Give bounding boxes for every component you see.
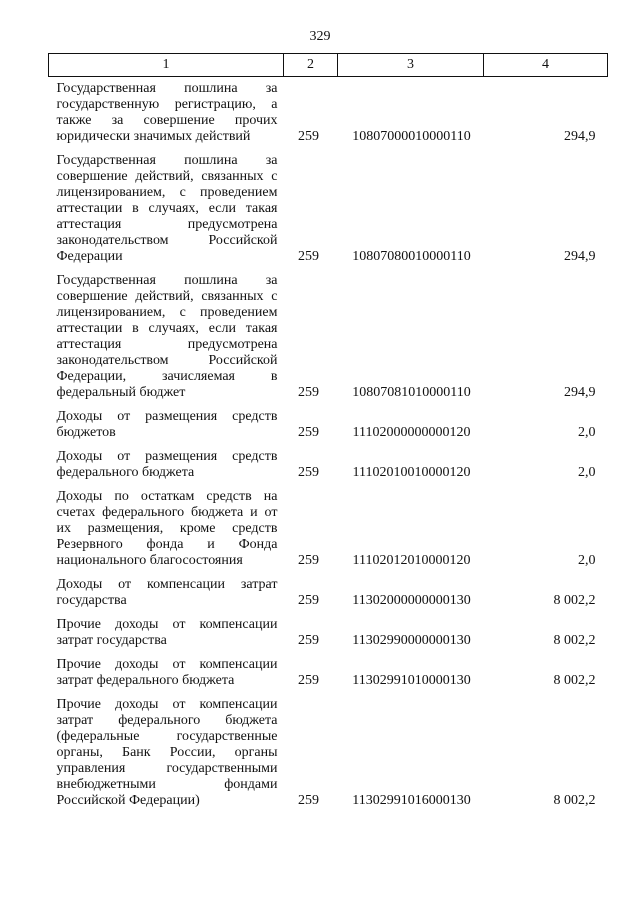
row-classification-code: 11102010010000120 (352, 465, 471, 480)
header-row (49, 54, 608, 77)
table-row (49, 401, 608, 441)
row-classification-code: 11302990000000130 (352, 633, 471, 648)
row-admin-code: 259 (298, 553, 319, 568)
table-row (49, 265, 608, 401)
row-amount: 2,0 (578, 553, 596, 568)
table-row (49, 77, 608, 146)
table-row (49, 569, 608, 609)
row-amount: 2,0 (578, 425, 596, 440)
column-header-4: 4 (484, 54, 608, 77)
table-row (49, 441, 608, 481)
row-classification-code: 11102012010000120 (352, 553, 471, 568)
row-admin-code: 259 (298, 593, 319, 608)
row-amount: 8 002,2 (553, 633, 596, 648)
row-amount: 294,9 (564, 385, 596, 400)
row-amount: 294,9 (564, 249, 596, 264)
row-admin-code: 259 (298, 249, 319, 264)
row-name: Прочие доходы от компенсации затрат государства (56, 617, 278, 648)
row-name: Доходы по остаткам средств на счетах федерального бюджета и от их размещения, кроме средств Резервного фонда и Фонда национального благосостояния (56, 489, 278, 568)
table-header (49, 54, 608, 77)
row-name: Государственная пошлина за государственную регистрацию, а также за совершение прочих юридически значимых действий (56, 81, 278, 144)
row-classification-code: 11302991010000130 (352, 673, 471, 688)
table-row (49, 649, 608, 689)
row-admin-code: 259 (298, 465, 319, 480)
column-header-2: 2 (284, 54, 338, 77)
row-name: Государственная пошлина за совершение действий, связанных с лицензированием, с проведением аттестации в случаях, если такая аттестация предусмотрена законодательством Российской Федерации (56, 153, 278, 264)
table-body (49, 77, 608, 810)
table-row (49, 481, 608, 569)
row-admin-code: 259 (298, 633, 319, 648)
column-header-3: 3 (338, 54, 484, 77)
revenue-table (48, 53, 608, 809)
row-admin-code: 259 (298, 425, 319, 440)
row-amount: 2,0 (578, 465, 596, 480)
row-name: Доходы от размещения средств федерального бюджета (56, 449, 278, 480)
row-name: Прочие доходы от компенсации затрат федерального бюджета (федеральные государственные органы, Банк России, органы управления государственными внебюджетными фондами Российской Федерации) (56, 697, 278, 808)
table-row (49, 145, 608, 265)
page-number: 329 (309, 29, 331, 44)
row-name: Доходы от размещения средств бюджетов (56, 409, 278, 440)
row-admin-code: 259 (298, 129, 319, 144)
row-admin-code: 259 (298, 385, 319, 400)
column-header-1: 1 (49, 54, 284, 77)
table-row (49, 689, 608, 809)
row-name: Государственная пошлина за совершение действий, связанных с лицензированием, с проведением аттестации в случаях, если такая аттестация предусмотрена законодательством Российской Федерации, зачисляемая в федеральный бюджет (56, 273, 278, 400)
row-amount: 294,9 (564, 129, 596, 144)
row-classification-code: 11302000000000130 (352, 593, 471, 608)
row-classification-code: 11102000000000120 (352, 425, 471, 440)
row-admin-code: 259 (298, 793, 319, 808)
row-classification-code: 11302991016000130 (352, 793, 471, 808)
row-name: Прочие доходы от компенсации затрат федерального бюджета (56, 657, 278, 688)
row-amount: 8 002,2 (553, 673, 596, 688)
row-classification-code: 10807081010000110 (352, 385, 471, 400)
row-classification-code: 10807080010000110 (352, 249, 471, 264)
row-classification-code: 10807000010000110 (352, 129, 471, 144)
row-amount: 8 002,2 (553, 793, 596, 808)
row-name: Доходы от компенсации затрат государства (56, 577, 278, 608)
row-amount: 8 002,2 (553, 593, 596, 608)
row-admin-code: 259 (298, 673, 319, 688)
table-row (49, 609, 608, 649)
